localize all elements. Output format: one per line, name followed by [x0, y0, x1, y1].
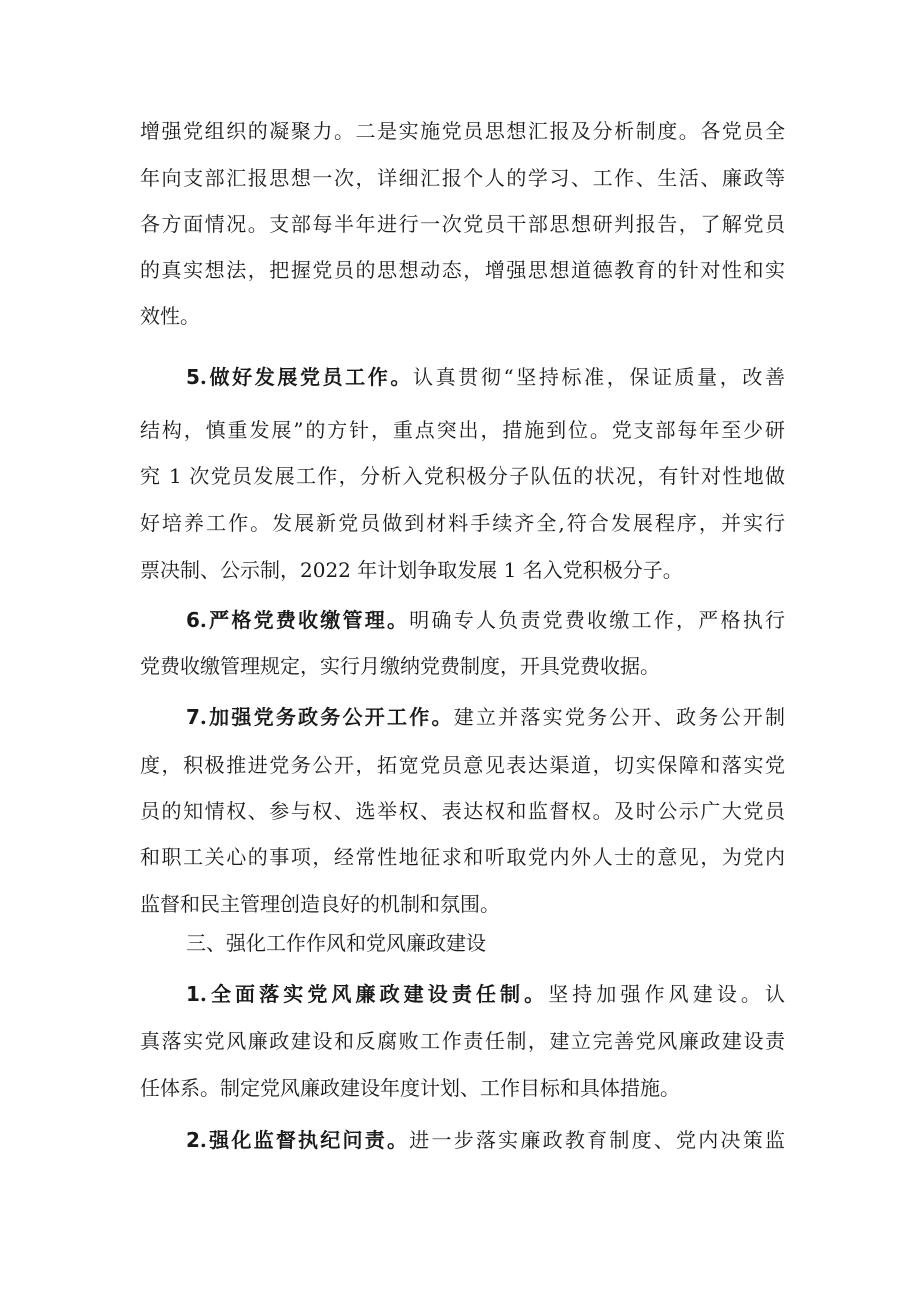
- paragraph-line: 和职工关心的事项，经常性地征求和听取党内外人士的意见，为党内: [140, 845, 785, 869]
- item-title: .全面落实党风廉政建设责任制。: [199, 982, 549, 1006]
- paragraph-line: 任体系。制定党风廉政建设年度计划、工作目标和具体措施。: [140, 1076, 680, 1100]
- paragraph-line: 效性。: [140, 304, 200, 328]
- item-number: 2: [186, 1128, 200, 1152]
- item-title: .加强党务政务公开工作。: [199, 705, 454, 729]
- paragraph-line: 票决制、公示制，2022 年计划争取发展 1 名入党积极分子。: [140, 558, 683, 582]
- paragraph-line: 党费收缴管理规定，实行月缴纳党费制度，开具党费收据。: [140, 654, 660, 678]
- paragraph-line: 的真实想法，把握党员的思想动态，增强思想道德教育的针对性和实: [140, 258, 785, 282]
- paragraph-line: 好培养工作。发展新党员做到材料手续齐全,符合发展程序，并实行: [140, 511, 785, 535]
- item-text: 坚持加强作风建设。认: [548, 982, 785, 1006]
- item-7-first-line: [186, 703, 785, 731]
- section-item-2-first-line: [186, 1126, 785, 1154]
- item-text: 认真贯彻“坚持标准，保证质量，改善: [413, 365, 785, 389]
- item-number: 6: [186, 608, 200, 632]
- item-title: .做好发展党员工作。: [199, 365, 413, 389]
- paragraph-line: 年向支部汇报思想一次，详细汇报个人的学习、工作、生活、廉政等: [140, 166, 785, 190]
- item-text: 明确专人负责党费收缴工作，严格执行: [409, 608, 785, 632]
- item-5-first-line: [186, 363, 785, 391]
- paragraph-line: 增强党组织的凝聚力。二是实施党员思想汇报及分析制度。各党员全: [140, 119, 785, 143]
- paragraph-line: 监督和民主管理创造良好的机制和氛围。: [140, 892, 500, 916]
- paragraph-line: 各方面情况。支部每半年进行一次党员干部思想研判报告，了解党员: [140, 212, 785, 236]
- item-number: 7: [186, 705, 200, 729]
- paragraph-line: 究 1 次党员发展工作，分析入党积极分子队伍的状况，有针对性地做: [140, 464, 785, 488]
- paragraph-line: 真落实党风廉政建设和反腐败工作责任制，建立完善党风廉政建设责: [140, 1029, 785, 1053]
- section-item-1-first-line: [186, 980, 785, 1008]
- item-6-first-line: [186, 606, 785, 634]
- item-text: 建立并落实党务公开、政务公开制: [453, 705, 786, 729]
- paragraph-line: 员的知情权、参与权、选举权、表达权和监督权。及时公示广大党员: [140, 799, 785, 823]
- item-number: 5: [186, 365, 200, 389]
- paragraph-line: 度，积极推进党务公开，拓宽党员意见表达渠道，切实保障和落实党: [140, 753, 785, 777]
- item-title: .强化监督执纪问责。: [199, 1128, 410, 1152]
- item-number: 1: [186, 982, 200, 1006]
- section-heading: 三、强化工作作风和党风廉政建设: [186, 931, 486, 955]
- item-title: .严格党费收缴管理。: [199, 608, 410, 632]
- item-text: 进一步落实廉政教育制度、党内决策监: [409, 1128, 785, 1152]
- paragraph-line: 结构，慎重发展”的方针，重点突出，措施到位。党支部每年至少研: [140, 418, 785, 442]
